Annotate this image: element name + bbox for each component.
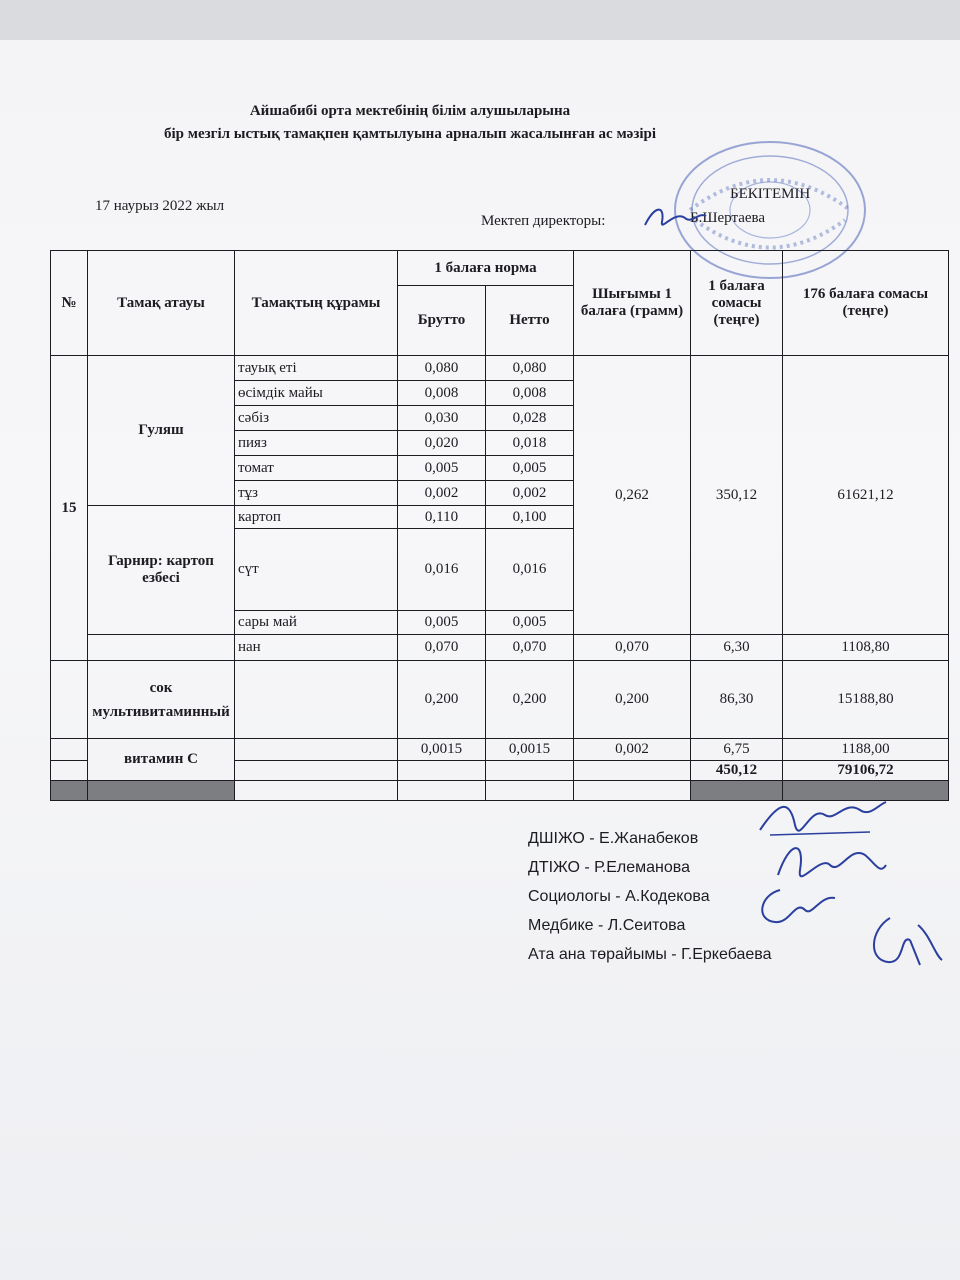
shaded-cell <box>51 781 88 801</box>
ingredient-name: тұз <box>235 481 398 506</box>
header-output: Шығымы 1 балаға (грамм) <box>574 251 691 356</box>
title-line-1: Айшабибі орта мектебінің білім алушыларына <box>249 103 571 119</box>
vitamin-cost-one: 6,75 <box>691 739 783 761</box>
signature-4-icon <box>860 910 950 970</box>
signer-line: ДТІЖО - Р.Елеманова <box>528 859 690 876</box>
ingredient-netto: 0,028 <box>486 406 574 431</box>
header-composition: Тамақтың құрамы <box>235 251 398 356</box>
juice-output: 0,200 <box>574 661 691 739</box>
ingredient-name: томат <box>235 456 398 481</box>
total-cost-total: 79106,72 <box>783 761 949 781</box>
ingredient-name: өсімдік майы <box>235 381 398 406</box>
table-row <box>51 635 949 661</box>
ingredient-netto: 0,002 <box>486 481 574 506</box>
ingredient-netto: 0,016 <box>486 529 574 611</box>
vitamin-cost-total: 1188,00 <box>783 739 949 761</box>
menu-table <box>50 250 949 801</box>
empty-cell <box>398 781 486 801</box>
ingredient-brutto: 0,002 <box>398 481 486 506</box>
table-row <box>51 661 949 739</box>
ingredient-brutto: 0,110 <box>398 506 486 529</box>
ingredient-netto: 0,008 <box>486 381 574 406</box>
juice-netto: 0,200 <box>486 661 574 739</box>
ingredient-name: тауық еті <box>235 356 398 381</box>
signer-line: Социологы - А.Кодекова <box>528 888 710 905</box>
approve-label: БЕКІТЕМІН <box>730 186 811 202</box>
vitamin-composition-cell <box>235 739 398 761</box>
ingredient-brutto: 0,005 <box>398 456 486 481</box>
ingredient-name: сары май <box>235 611 398 635</box>
bread-output: 0,070 <box>574 635 691 661</box>
header-brutto: Брутто <box>398 286 486 356</box>
ingredient-name: картоп <box>235 506 398 529</box>
table-row <box>51 356 949 381</box>
director-name: Б.Шертаева <box>690 210 766 226</box>
ingredient-netto: 0,080 <box>486 356 574 381</box>
bread-cost-one: 6,30 <box>691 635 783 661</box>
totals-netto-cell <box>486 761 574 781</box>
ingredient-brutto: 0,016 <box>398 529 486 611</box>
ingredient-netto: 0,005 <box>486 456 574 481</box>
top-shadow-band <box>0 0 960 40</box>
ingredient-netto: 0,100 <box>486 506 574 529</box>
goulash-output: 0,262 <box>574 356 691 635</box>
header-cost-one: 1 балаға сомасы (теңге) <box>691 251 783 356</box>
bread-dish-cell <box>88 635 235 661</box>
header-norm: 1 балаға норма <box>398 251 574 286</box>
ingredient-netto: 0,018 <box>486 431 574 456</box>
vitamin-netto: 0,0015 <box>486 739 574 761</box>
table-row <box>51 739 949 761</box>
signer-line: Ата ана төрайымы - Г.Еркебаева <box>528 946 772 963</box>
group-number: 15 <box>51 356 88 661</box>
empty-cell <box>486 781 574 801</box>
signers-list <box>528 824 772 969</box>
signature-3-icon <box>750 880 840 930</box>
vitamin-name: витамин С <box>88 739 235 781</box>
juice-name: сок мультивитаминный <box>88 661 235 739</box>
ingredient-netto: 0,005 <box>486 611 574 635</box>
document-date: 17 наурыз 2022 жыл <box>95 198 225 214</box>
shaded-cell <box>88 781 235 801</box>
header-dish: Тамақ атауы <box>88 251 235 356</box>
director-signature-icon <box>640 200 710 236</box>
signer-line: Медбике - Л.Сеитова <box>528 917 686 934</box>
ingredient-brutto: 0,008 <box>398 381 486 406</box>
vitamin-num-cell <box>51 739 88 761</box>
juice-cost-total: 15188,80 <box>783 661 949 739</box>
bread-cost-total: 1108,80 <box>783 635 949 661</box>
totals-brutto-cell <box>398 761 486 781</box>
ingredient-brutto: 0,020 <box>398 431 486 456</box>
juice-cost-one: 86,30 <box>691 661 783 739</box>
title-line-2: бір мезгіл ыстық тамақпен қамтылуына арналып жасалынған ас мәзірі <box>163 126 657 142</box>
empty-cell <box>235 781 398 801</box>
header-cost-total: 176 балаға сомасы (теңге) <box>783 251 949 356</box>
totals-composition-cell <box>235 761 398 781</box>
goulash-cost-one: 350,12 <box>691 356 783 635</box>
juice-num-cell <box>51 661 88 739</box>
juice-composition-cell <box>235 661 398 739</box>
ingredient-brutto: 0,030 <box>398 406 486 431</box>
bread-netto: 0,070 <box>486 635 574 661</box>
goulash-cost-total: 61621,12 <box>783 356 949 635</box>
ingredient-name: сүт <box>235 529 398 611</box>
totals-num-cell <box>51 761 88 781</box>
dish-garnish: Гарнир: картоп езбесі <box>88 506 235 635</box>
header-netto: Нетто <box>486 286 574 356</box>
signer-line: ДШІЖО - Е.Жанабеков <box>528 830 699 847</box>
director-label: Мектеп директоры: <box>481 213 606 229</box>
dish-goulash: Гуляш <box>88 356 235 506</box>
ingredient-brutto: 0,080 <box>398 356 486 381</box>
vitamin-output: 0,002 <box>574 739 691 761</box>
header-num: № <box>51 251 88 356</box>
empty-cell <box>574 781 691 801</box>
bread-brutto: 0,070 <box>398 635 486 661</box>
total-cost-one: 450,12 <box>691 761 783 781</box>
vitamin-brutto: 0,0015 <box>398 739 486 761</box>
ingredient-name: пияз <box>235 431 398 456</box>
ingredient-name: сәбіз <box>235 406 398 431</box>
totals-output-cell <box>574 761 691 781</box>
ingredient-brutto: 0,005 <box>398 611 486 635</box>
juice-brutto: 0,200 <box>398 661 486 739</box>
bread-name: нан <box>235 635 398 661</box>
